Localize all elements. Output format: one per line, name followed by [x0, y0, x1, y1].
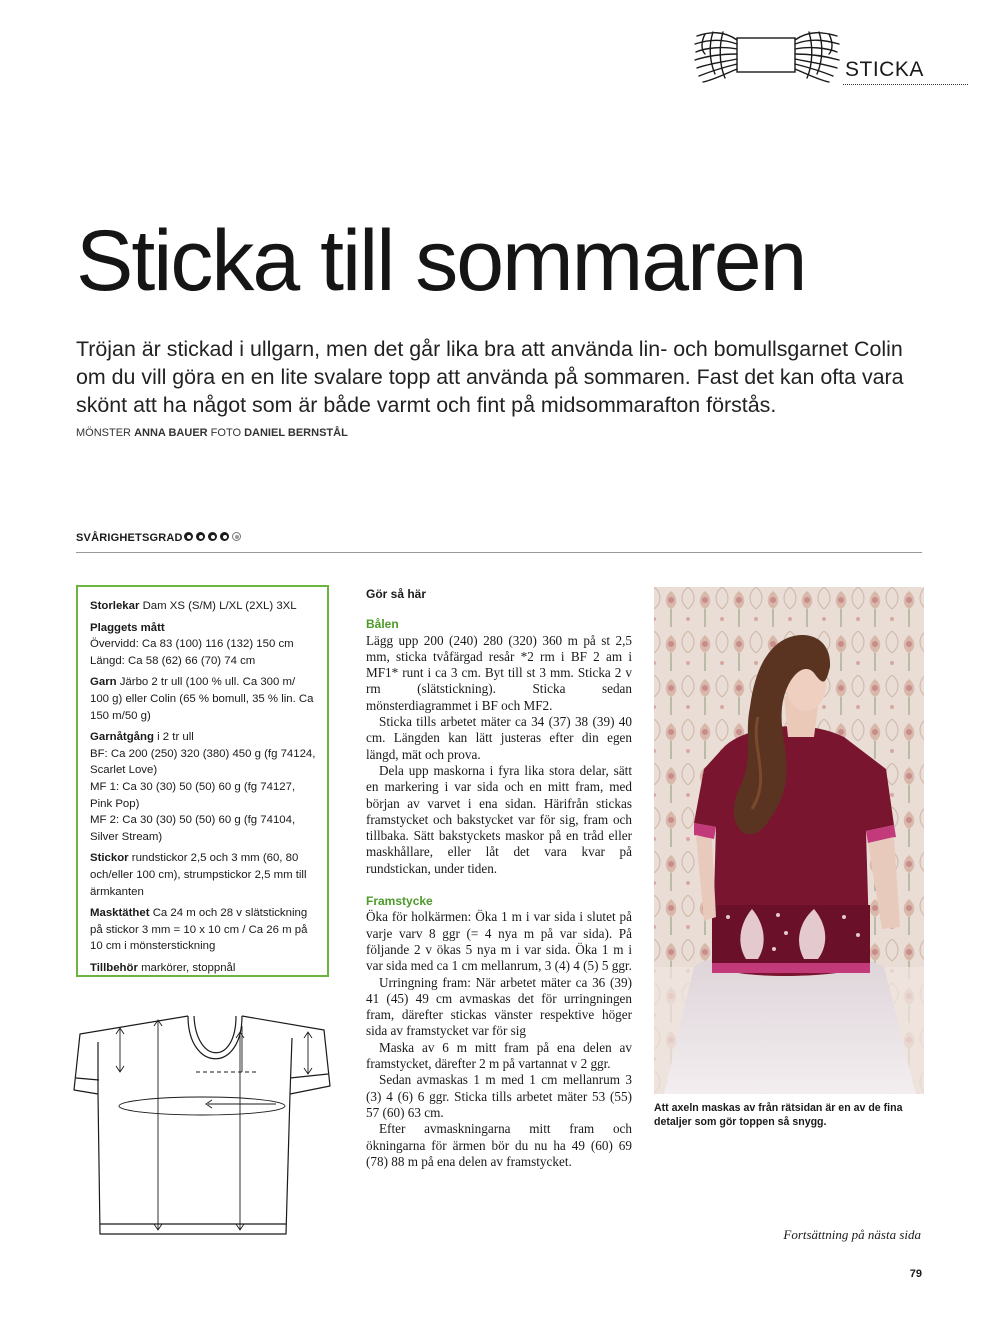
rating-dot-filled [184, 532, 193, 541]
fact-needles [90, 850, 316, 900]
sweater-schematic [72, 1012, 334, 1244]
fact-line: Längd: Ca 58 (62) 66 (70) 74 cm [90, 654, 256, 667]
fact-line: Övervidd: Ca 83 (100) 116 (132) 150 cm [90, 638, 294, 651]
difficulty-divider [76, 552, 922, 553]
paragraph: Sticka tills arbetet mäter ca 34 (37) 38 (39) 40 cm. Längden kan lätt justeras efter din egen längd, mät och prova. [366, 714, 632, 762]
paragraph: Lägg upp 200 (240) 280 (320) 360 m på st 2,5 mm, sticka tvåfärgad resår *2 rm i BF 2 am i MF1* runt i ca 3 cm. Byt till st 3 mm. Sticka 2 v rm (slätstickning). Sticka sedan mönsterdiagrammet i BF och MF2. [366, 632, 632, 713]
fact-yarn [90, 674, 316, 724]
rating-dot-empty [232, 532, 241, 541]
photo-caption: Att axeln maskas av från rätsidan är en av de fina detaljer som gör toppen så snygg. [654, 1102, 903, 1128]
rating-dot-filled [196, 532, 205, 541]
fact-yarn-amount [90, 729, 316, 845]
paragraph: Dela upp maskorna i fyra lika stora delar, sätt en markering i var sida och en mitt fram, med början av varvet i ena sidan. Härifrån stickas framstycket och bakstycket var för sig, fram och tillbaka. Sätt bakstyckets maskor på en tråd eller maskhållare, eller låt det vara kvar på rundstickan, under tiden. [366, 762, 632, 876]
pattern-author: ANNA BAUER [134, 427, 208, 439]
fact-text: Järbo 2 tr ull (100 % ull. Ca 300 m/ 100 g) eller Colin (65 % bomull, 35 % lin. Ca 150 m/50 g) [90, 676, 314, 722]
paragraph: Maska av 6 m mitt fram på ena delen av framstycket, därefter 2 m på vartannat v 2 ggr. [366, 1039, 632, 1072]
fact-label: Plaggets mått [90, 621, 165, 634]
photo-label: FOTO [210, 427, 242, 439]
section-heading-balen: Bålen [366, 617, 399, 632]
instructions-column [366, 586, 632, 1170]
paragraph: Efter avmaskningarna mitt fram och ökningarna för ärmen bör du nu ha 49 (60) 69 (78) 88 m på ena delen av framstycket. [366, 1121, 632, 1169]
fact-text: Dam XS (S/M) L/XL (2XL) 3XL [142, 600, 297, 612]
paragraph: Öka för holkärmen: Öka 1 m i var sida i slutet på varje varv 8 ggr (= 4 nya m på var sida). På följande 2 v ökas 5 nya m i var sida. Öka 1 m i var sida med ca 1 cm mellanrum, 3 (4) 4 (5) 5 ggr. [366, 909, 632, 974]
paragraph: Urringning fram: När arbetet mäter ca 36 (39) 41 (45) 49 cm avmaskas det för urringningen fram, därefter stickas vänster respektive höger sida av framstycket var för sig [366, 974, 632, 1039]
yarn-skein-icon [693, 24, 841, 88]
section-label: STICKA [845, 58, 924, 81]
fact-measurements [90, 620, 316, 670]
model-photo [654, 587, 924, 1094]
fact-text: markörer, stoppnål [141, 961, 236, 974]
fact-label: Storlekar [90, 600, 140, 612]
article-lead: Tröjan är stickad i ullgarn, men det går lika bra att använda lin- och bomullsgarnet Colin om du vill göra en en lite svalare topp att använda på sommaren. Fast det kan ofta vara skönt att ha något som är både varmt och fint på midsommarafton förstås. [76, 337, 904, 417]
fact-label: Garn [90, 676, 117, 689]
rating-dot-filled [208, 532, 217, 541]
fact-text: rundstickor 2,5 och 3 mm (60, 80 och/eller 100 cm), strumpstickor 2,5 mm till ärmkanten [90, 852, 307, 898]
page-number: 79 [909, 1268, 922, 1280]
facts-box [76, 585, 329, 977]
fact-line: MF 2: Ca 30 (30) 50 (50) 60 g (fg 74104, Silver Stream) [90, 814, 296, 843]
rating-dot-filled [220, 532, 229, 541]
credits [76, 427, 348, 439]
fact-line: BF: Ca 200 (250) 320 (380) 450 g (fg 74124, Scarlet Love) [90, 747, 316, 777]
section-heading-framstycke: Framstycke [366, 894, 433, 909]
paragraph: Sedan avmaskas 1 m med 1 cm mellanrum 3 (3) 4 (6) 6 ggr. Sticka tills arbetet mäter 53 (55) 57 (60) 63 cm. [366, 1072, 632, 1120]
fact-label: Garnåtgång [90, 731, 154, 744]
fact-label: Masktäthet [90, 907, 150, 920]
fact-label: Stickor [90, 852, 129, 865]
fact-text: i 2 tr ull [157, 731, 194, 744]
fact-text: Ca 24 m och 28 v slätstickning på stickor 3 mm = 10 x 10 cm / Ca 26 m på 10 cm i mönsterstickning [90, 907, 308, 953]
pattern-label: MÖNSTER [76, 427, 131, 439]
instructions-heading: Gör så här [366, 587, 427, 601]
section-rule [843, 84, 968, 85]
fact-gauge [90, 905, 316, 955]
photographer: DANIEL BERNSTÅL [244, 427, 348, 439]
continued-note: Fortsättning på nästa sida [783, 1227, 921, 1242]
difficulty-rating [184, 532, 241, 541]
fact-label: Tillbehör [90, 961, 138, 974]
fact-accessories [90, 960, 316, 977]
fact-sizes [90, 598, 316, 615]
difficulty-label: SVÅRIGHETSGRAD [76, 532, 183, 544]
article-title: Sticka till sommaren [76, 213, 806, 309]
fact-line: MF 1: Ca 30 (30) 50 (50) 60 g (fg 74127, Pink Pop) [90, 780, 296, 810]
